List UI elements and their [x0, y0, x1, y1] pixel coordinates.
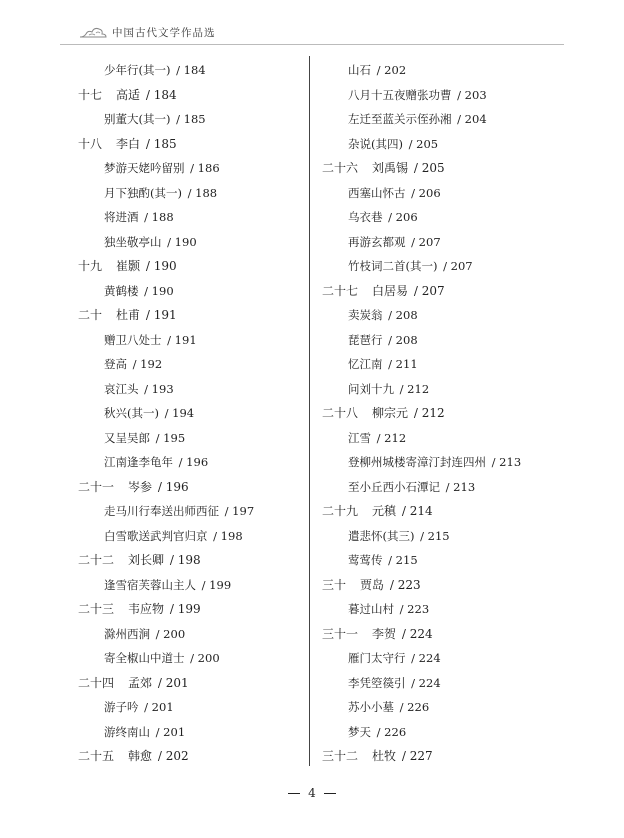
work-title: 乌衣巷: [348, 210, 383, 224]
toc-work-entry[interactable]: [322, 181, 572, 206]
author-number: 二十九: [322, 504, 359, 518]
work-title: 竹枝词二首(其一): [348, 259, 438, 273]
cloud-logo-icon: [78, 24, 108, 40]
page-ref: / 184: [176, 63, 206, 77]
toc-work-entry[interactable]: [322, 328, 572, 353]
toc-author-entry[interactable]: [78, 671, 300, 696]
page-ref: / 185: [145, 136, 177, 151]
page-ref: / 194: [164, 406, 195, 420]
page-ref: / 203: [457, 87, 487, 102]
toc-right-column: [322, 58, 572, 769]
page-ref: / 224: [401, 626, 433, 641]
page-ref: / 188: [144, 210, 174, 224]
work-title: 至小丘西小石潭记: [348, 479, 440, 494]
toc-work-entry[interactable]: [322, 230, 572, 255]
toc-author-entry[interactable]: [78, 475, 300, 500]
toc-work-entry[interactable]: [78, 695, 300, 720]
page-ref: / 204: [457, 112, 487, 126]
author-number: 十八: [78, 136, 103, 151]
work-title: 问刘十九: [348, 381, 394, 396]
work-title: 江雪: [348, 430, 371, 445]
page-number: 4: [308, 786, 316, 800]
toc-work-entry[interactable]: [78, 401, 300, 426]
page-ref: / 190: [144, 283, 174, 298]
toc-work-entry[interactable]: [78, 107, 300, 132]
page-ref: / 196: [178, 455, 209, 469]
work-title: 黄鹤楼: [104, 283, 139, 298]
toc-work-entry[interactable]: [322, 450, 572, 475]
author-number: 二十八: [322, 406, 359, 420]
author-name: 李白: [116, 136, 141, 151]
toc-work-entry[interactable]: [322, 597, 572, 622]
footer-dash-left: [288, 793, 300, 794]
work-title: 少年行(其一): [104, 63, 171, 77]
work-title: 莺莺传: [348, 553, 383, 567]
author-number: 二十四: [78, 675, 115, 690]
toc-work-entry[interactable]: [78, 720, 300, 745]
work-title: 梦天: [348, 724, 371, 739]
toc-work-entry[interactable]: [322, 548, 572, 573]
page-ref: / 214: [401, 504, 433, 518]
work-title: 杂说(其四): [348, 136, 403, 151]
work-title: 登柳州城楼寄漳汀封连四州: [348, 455, 486, 469]
page-ref: / 191: [167, 332, 197, 347]
toc-work-entry[interactable]: [322, 107, 572, 132]
author-name: 岑参: [128, 479, 153, 494]
page-ref: / 212: [376, 430, 407, 445]
author-name: 李贺: [372, 626, 397, 641]
toc-work-entry[interactable]: [322, 254, 572, 279]
page-ref: / 206: [411, 185, 441, 200]
page-ref: / 215: [420, 528, 450, 543]
page-ref: / 195: [155, 430, 186, 445]
author-number: 二十二: [78, 553, 115, 567]
toc-work-entry[interactable]: [78, 499, 300, 524]
author-name: 杜甫: [116, 308, 141, 322]
page-ref: / 213: [445, 479, 476, 494]
page-ref: / 226: [399, 700, 430, 714]
toc-work-entry[interactable]: [322, 524, 572, 549]
work-title: 月下独酌(其一): [104, 185, 182, 200]
page-ref: / 205: [413, 161, 445, 175]
author-number: 二十一: [78, 479, 115, 494]
work-title: 再游玄都观: [348, 234, 406, 249]
toc-work-entry[interactable]: [322, 352, 572, 377]
toc-work-entry[interactable]: [78, 622, 300, 647]
author-number: 二十: [78, 308, 103, 322]
page-ref: / 184: [145, 87, 177, 102]
toc-work-entry[interactable]: [78, 205, 300, 230]
toc-work-entry[interactable]: [322, 205, 572, 230]
author-number: 二十六: [322, 161, 359, 175]
page-ref: / 201: [157, 675, 189, 690]
page-ref: / 227: [401, 749, 433, 763]
toc-work-entry[interactable]: [322, 720, 572, 745]
page-ref: / 186: [190, 161, 220, 175]
page-ref: / 208: [388, 308, 418, 322]
toc-author-entry[interactable]: [322, 744, 572, 769]
work-title: 暮过山村: [348, 602, 394, 616]
page-ref: / 223: [399, 602, 430, 616]
work-title: 赠卫八处士: [104, 332, 162, 347]
author-name: 崔颢: [116, 259, 141, 273]
toc-work-entry[interactable]: [322, 646, 572, 671]
toc-work-entry[interactable]: [322, 695, 572, 720]
page-ref: / 193: [144, 381, 174, 396]
page-ref: / 207: [411, 234, 441, 249]
page-ref: / 208: [388, 332, 418, 347]
toc-work-entry[interactable]: [322, 132, 572, 157]
page-ref: / 200: [155, 626, 186, 641]
author-name: 刘长卿: [128, 553, 165, 567]
work-title: 江南逢李龟年: [104, 455, 173, 469]
author-name: 杜牧: [372, 749, 397, 763]
toc-work-entry[interactable]: [78, 58, 300, 83]
author-name: 孟郊: [128, 675, 153, 690]
work-title: 逢雪宿芙蓉山主人: [104, 577, 196, 592]
page-ref: / 190: [145, 259, 177, 273]
page-ref: / 223: [389, 577, 421, 592]
toc-work-entry[interactable]: [322, 58, 572, 83]
page-ref: / 226: [376, 724, 407, 739]
work-title: 又呈吴郎: [104, 430, 150, 445]
toc-author-entry[interactable]: [322, 279, 572, 304]
author-name: 韩愈: [128, 749, 153, 763]
work-title: 忆江南: [348, 357, 383, 371]
page-ref: / 224: [411, 651, 441, 665]
column-divider: [309, 56, 310, 766]
toc-work-entry[interactable]: [322, 303, 572, 328]
toc-work-entry[interactable]: [78, 524, 300, 549]
author-number: 十九: [78, 259, 103, 273]
toc-work-entry[interactable]: [322, 83, 572, 108]
page-ref: / 224: [411, 675, 441, 690]
work-title: 卖炭翁: [348, 308, 383, 322]
toc-work-entry[interactable]: [78, 181, 300, 206]
page-ref: / 202: [376, 63, 407, 77]
work-title: 山石: [348, 63, 371, 77]
page-footer: [0, 786, 624, 800]
author-name: 白居易: [372, 283, 409, 298]
page-ref: / 201: [155, 724, 186, 739]
page-ref: / 215: [388, 553, 418, 567]
page-ref: / 199: [201, 577, 232, 592]
work-title: 游子吟: [104, 700, 139, 714]
page-ref: / 198: [213, 528, 243, 543]
work-title: 雁门太守行: [348, 651, 406, 665]
page-ref: / 211: [388, 357, 418, 371]
work-title: 八月十五夜赠张功曹: [348, 87, 452, 102]
toc-work-entry[interactable]: [78, 450, 300, 475]
author-number: 十七: [78, 87, 103, 102]
toc-work-entry[interactable]: [78, 156, 300, 181]
toc-author-entry[interactable]: [322, 622, 572, 647]
toc-author-entry[interactable]: [322, 573, 572, 598]
toc-left-column: [78, 58, 300, 769]
page-ref: / 206: [388, 210, 418, 224]
page-ref: / 212: [399, 381, 430, 396]
work-title: 苏小小墓: [348, 700, 394, 714]
author-name: 贾岛: [360, 577, 385, 592]
work-title: 遣悲怀(其三): [348, 528, 415, 543]
author-name: 柳宗元: [372, 406, 409, 420]
author-name: 刘禹锡: [372, 161, 409, 175]
toc-author-entry[interactable]: [78, 83, 300, 108]
page-ref: / 202: [157, 749, 189, 763]
book-title: 中国古代文学作品选: [112, 26, 216, 39]
work-title: 白雪歌送武判官归京: [104, 528, 208, 543]
page-ref: / 191: [145, 308, 177, 322]
toc-work-entry[interactable]: [78, 426, 300, 451]
toc-work-entry[interactable]: [78, 279, 300, 304]
work-title: 琵琶行: [348, 332, 383, 347]
toc-author-entry[interactable]: [322, 156, 572, 181]
page-ref: / 198: [169, 553, 201, 567]
page-ref: / 200: [190, 651, 220, 665]
toc-author-entry[interactable]: [78, 132, 300, 157]
toc-work-entry[interactable]: [78, 646, 300, 671]
page-ref: / 213: [491, 455, 522, 469]
page-ref: / 207: [413, 283, 445, 298]
footer-dash-right: [324, 793, 336, 794]
work-title: 游终南山: [104, 724, 150, 739]
work-title: 李凭箜篌引: [348, 675, 406, 690]
author-name: 高适: [116, 87, 141, 102]
page-ref: / 199: [169, 602, 201, 616]
work-title: 将进酒: [104, 210, 139, 224]
author-name: 韦应物: [128, 602, 165, 616]
author-number: 二十七: [322, 283, 359, 298]
author-number: 三十一: [322, 626, 359, 641]
author-name: 元稹: [372, 504, 397, 518]
toc-work-entry[interactable]: [322, 426, 572, 451]
header-rule: [60, 44, 564, 45]
work-title: 哀江头: [104, 381, 139, 396]
page-ref: / 212: [413, 406, 445, 420]
toc-work-entry[interactable]: [78, 230, 300, 255]
author-number: 三十二: [322, 749, 359, 763]
toc-work-entry[interactable]: [78, 328, 300, 353]
toc-author-entry[interactable]: [78, 744, 300, 769]
toc-work-entry[interactable]: [322, 377, 572, 402]
work-title: 寄全椒山中道士: [104, 651, 185, 665]
author-number: 二十五: [78, 749, 115, 763]
author-number: 二十三: [78, 602, 115, 616]
toc-author-entry[interactable]: [78, 597, 300, 622]
toc-work-entry[interactable]: [322, 671, 572, 696]
toc-author-entry[interactable]: [78, 254, 300, 279]
page-ref: / 192: [132, 357, 163, 371]
toc-author-entry[interactable]: [78, 303, 300, 328]
page-header: [78, 20, 216, 44]
toc-work-entry[interactable]: [78, 377, 300, 402]
work-title: 独坐敬亭山: [104, 234, 162, 249]
toc-work-entry[interactable]: [78, 352, 300, 377]
page-ref: / 190: [167, 234, 197, 249]
page-ref: / 205: [408, 136, 439, 151]
work-title: 滁州西涧: [104, 626, 150, 641]
toc-author-entry[interactable]: [78, 548, 300, 573]
toc-work-entry[interactable]: [322, 475, 572, 500]
work-title: 别董大(其一): [104, 112, 171, 126]
toc-author-entry[interactable]: [322, 499, 572, 524]
page-ref: / 207: [443, 259, 473, 273]
page-ref: / 188: [187, 185, 218, 200]
author-number: 三十: [322, 577, 347, 592]
work-title: 西塞山怀古: [348, 185, 406, 200]
page-ref: / 201: [144, 700, 174, 714]
work-title: 登高: [104, 357, 127, 371]
work-title: 秋兴(其一): [104, 406, 159, 420]
page-ref: / 196: [157, 479, 189, 494]
work-title: 梦游天姥吟留别: [104, 161, 185, 175]
toc-work-entry[interactable]: [78, 573, 300, 598]
work-title: 走马川行奉送出师西征: [104, 504, 219, 518]
page-ref: / 185: [176, 112, 206, 126]
work-title: 左迁至蓝关示侄孙湘: [348, 112, 452, 126]
toc-author-entry[interactable]: [322, 401, 572, 426]
page-ref: / 197: [224, 504, 255, 518]
